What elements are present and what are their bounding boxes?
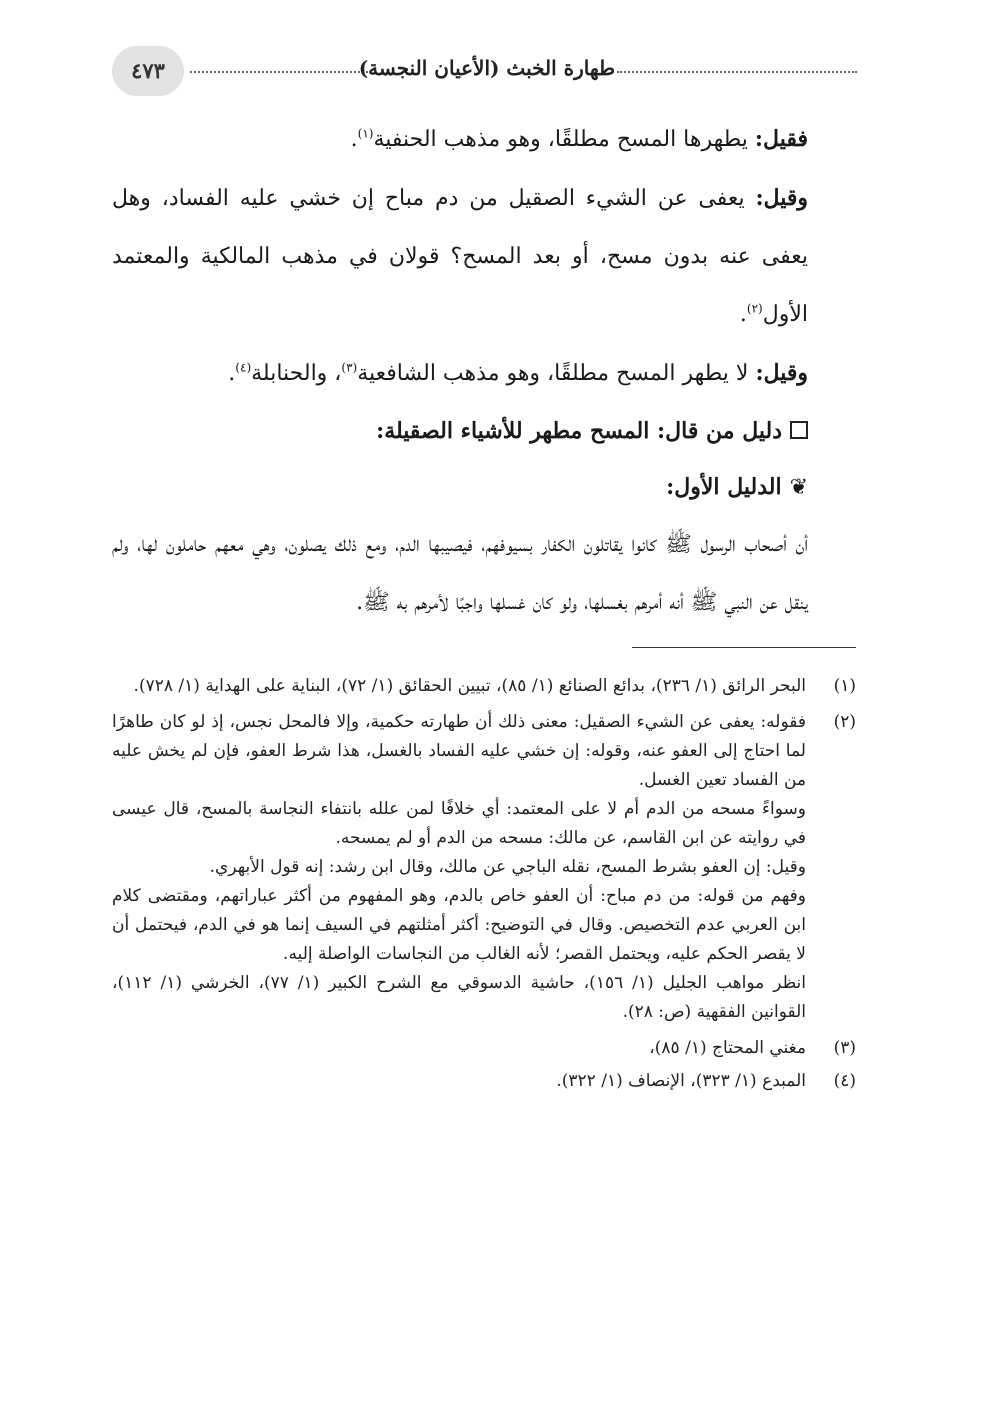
page-header — [112, 44, 857, 104]
footnote-4 — [112, 1067, 856, 1096]
footnote-text: فقوله: يعفى عن الشيء الصقيل: معنى ذلك أن طهارته حكمية، وإلا فالمحل نجس، إذ لو كان طاهرًا لما احتاج إلى العفو عنه، وقوله: إن خشي عليه الفساد بالغسل، هذا شرط العفو، فإن لم يخش عليه من الفساد تعين الغسل. — [112, 712, 806, 790]
paragraph-2 — [112, 169, 856, 344]
section-heading-text: دليل من قال: المسح مطهر للأشياء الصقيلة: — [376, 418, 782, 444]
footnote-text: وقيل: إن العفو بشرط المسح، نقله الباجي عن مالك، وقال ابن رشد: إنه قول الأبهري. — [209, 857, 806, 877]
footnote-1 — [112, 672, 856, 701]
footnote-number: (٢) — [833, 712, 856, 732]
paragraph-text: لا يطهر المسح مطلقًا، وهو مذهب الشافعية — [357, 361, 756, 386]
footnote-separator — [632, 647, 856, 648]
paragraph-text: يعفى عن الشيء الصقيل من دم مباح إن خشي عليه الفساد، وهل يعفى عنه بدون مسح، أو بعد المسح؟ قولان في مذهب المالكية والمعتمد الأول — [112, 186, 808, 327]
footnote-2 — [112, 708, 856, 1027]
paragraph-text: يطهرها المسح مطلقًا، وهو مذهب الحنفية — [373, 127, 755, 152]
punctuation: . — [739, 302, 747, 327]
paragraph-3 — [112, 344, 856, 403]
footnotes — [112, 672, 856, 1100]
footnote-text: انظر مواهب الجليل (١/ ١٥٦)، حاشية الدسوقي مع الشرح الكبير (١/ ٧٧)، الخرشي (١/ ١١٢)، القوانين الفقهية (ص: ٢٨). — [112, 973, 806, 1022]
page-number: ٤٧٣ — [112, 46, 184, 96]
footnote-ref[interactable]: (٤) — [235, 360, 252, 375]
subsection-heading-text: الدليل الأول: — [666, 474, 782, 500]
footnote-number: (١) — [833, 676, 856, 696]
checkbox-square-icon — [790, 421, 808, 439]
section-heading — [112, 403, 856, 459]
footnote-3 — [112, 1034, 856, 1063]
main-text — [112, 110, 856, 632]
footnote-number: (٤) — [833, 1071, 856, 1091]
paragraph-1 — [112, 110, 856, 169]
punctuation: . — [228, 361, 236, 386]
footnote-ref[interactable]: (١) — [357, 126, 374, 141]
header-dotted-leader-right — [617, 71, 857, 73]
footnote-ref[interactable]: (٢) — [746, 301, 763, 316]
footnote-text: مغني المحتاج (١/ ٨٥)، — [649, 1038, 806, 1058]
paragraph-label: وقيل: — [755, 185, 808, 211]
paragraph-text: ، والحنابلة — [251, 361, 342, 386]
running-title: طهارة الخبث (الأعيان النجسة) — [358, 56, 615, 80]
footnote-number: (٣) — [833, 1038, 856, 1058]
subsection-heading — [112, 459, 856, 516]
footnote-ref[interactable]: (٣) — [341, 360, 358, 375]
footnote-text: المبدع (١/ ٣٢٣)، الإنصاف (١/ ٣٢٢). — [556, 1071, 806, 1091]
leaf-ornament-icon: ❦ — [789, 475, 808, 500]
footnote-text: البحر الرائق (١/ ٢٣٦)، بدائع الصنائع (١/ ٨٥)، تبيين الحقائق (١/ ٧٢)، البناية على الهداية (١/ ٧٢٨). — [133, 676, 806, 696]
paragraph-label: فقيل: — [754, 126, 808, 152]
footnote-text: وفهم من قوله: من دم مباح: أن العفو خاص بالدم، وهو المفهوم من أكثر عباراتهم، ومقتضى كلام ابن العربي عدم التخصيص. وقال في التوضيح: أكثر أمثلتهم في السيف إنما هو في الدم، فيحتمل أن لا يقصر الحكم عليه، ويحتمل القصر؛ لأنه الغالب من النجاسات الواصلة إليه. — [112, 886, 806, 964]
punctuation: . — [350, 127, 358, 152]
footnote-text: وسواءً مسحه من الدم أم لا على المعتمد: أي خلافًا لمن علله بانتفاء النجاسة بالمسح، قال عيسى في روايته عن ابن القاسم، عن مالك: مسحه من الدم أو لم يمسحه. — [112, 799, 806, 848]
header-dotted-leader-left — [190, 71, 368, 73]
paragraph-label: وقيل: — [755, 360, 808, 386]
paragraph-4: أن أصحاب الرسول ﷺ كانوا يقاتلون الكفار بسيوفهم، فيصيبها الدم، ومع ذلك يصلون، وهي معهم حاملون لها، ولم ينقل عن النبي ﷺ أنه أمرهم بغسلها، ولو كان غسلها واجبًا لأمرهم به ﷺ. — [112, 532, 808, 615]
